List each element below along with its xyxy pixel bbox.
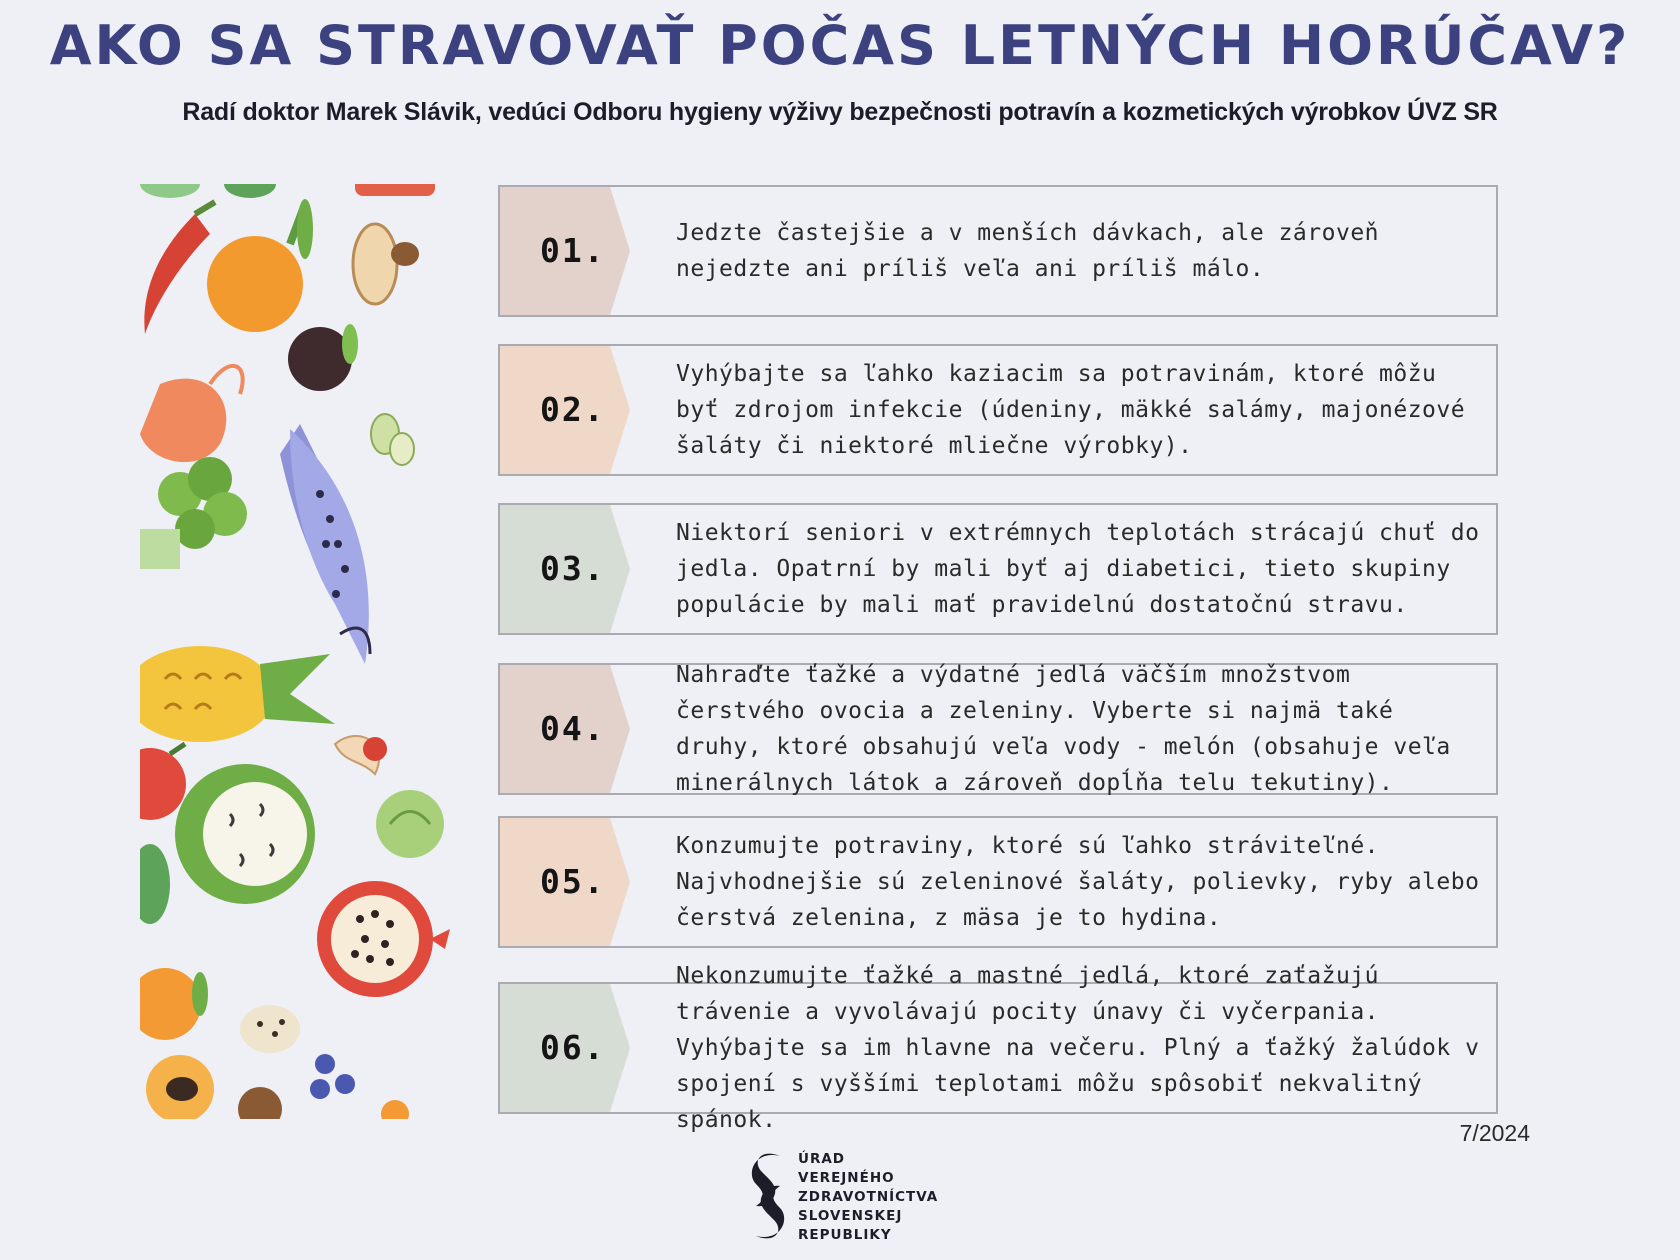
broccoli-icon (140, 457, 247, 569)
tip-number: 03. (540, 549, 606, 588)
blueberries-icon (310, 1054, 355, 1099)
shrimp-icon (140, 366, 243, 462)
tip-number: 02. (540, 390, 606, 429)
spinach-icon (140, 844, 170, 924)
logo-line: ZDRAVOTNÍCTVA (798, 1189, 939, 1205)
logo-line: VEREJNÉHO (798, 1170, 895, 1186)
tip-number: 04. (540, 709, 606, 748)
uvz-logo-icon (750, 1148, 786, 1244)
peach-half-icon (146, 1055, 214, 1119)
tip-text: Vyhýbajte sa ľahko kaziacim sa potravinám, ktoré môžu byť zdrojom infekcie (údeniny, mäkké salámy, majonézové šaláty či niektoré mliečne výrobky). (676, 361, 1466, 459)
chili-pepper-icon (144, 202, 215, 334)
cabbage-icon (376, 790, 444, 858)
logo-line: ÚRAD (798, 1151, 846, 1167)
apple-icon (140, 744, 186, 820)
tip-number: 05. (540, 862, 606, 901)
peanut-icon (353, 224, 419, 304)
tip-number: 01. (540, 231, 606, 270)
page-title: AKO SA STRAVOVAŤ POČAS LETNÝCH HORÚČAV? (49, 14, 1631, 77)
orange-icon (207, 199, 313, 332)
logo-line: REPUBLIKY (798, 1227, 892, 1243)
fish-icon (280, 424, 370, 664)
uvz-logo-text (798, 1150, 938, 1245)
tip-text: Nekonzumujte ťažké a mastné jedlá, ktoré zaťažujú trávenie a vyvolávajú pocity únavy či vyčerpania. Vyhýbajte sa im hlavne na večeru. Plný a ťažký žalúdok v spojení s vyššími teplotami môžu spôsobiť nekvalitný spánok. (676, 963, 1480, 1133)
food-illustration (140, 184, 470, 1119)
apricot-icon (140, 968, 208, 1040)
leaf-top-icon (140, 184, 435, 198)
tip-card (498, 816, 1498, 948)
tip-text: Jedzte častejšie a v menších dávkach, ale zároveň nejedzte ani príliš veľa ani príliš málo. (676, 220, 1380, 282)
page-subtitle: Radí doktor Marek Slávik, vedúci Odboru hygieny výživy bezpečnosti potravín a kozmetických výrobkov ÚVZ SR (182, 98, 1498, 126)
pistachio-icon (371, 414, 414, 465)
cauliflower-icon (175, 764, 315, 904)
publication-date: 7/2024 (1459, 1120, 1530, 1146)
tip-text: Konzumujte potraviny, ktoré sú ľahko stráviteľné. Najvhodnejšie sú zeleninové šaláty, polievky, ryby alebo čerstvá zelenina, z mäsa je to hydina. (676, 833, 1480, 931)
tip-card (498, 185, 1498, 317)
cashew-icon (335, 736, 387, 774)
logo-line: SLOVENSKEJ (798, 1208, 903, 1224)
tip-card (498, 663, 1498, 795)
plum-icon (288, 324, 358, 391)
tip-card (498, 963, 1498, 1133)
tip-number: 06. (540, 1028, 606, 1067)
tip-text: Niektorí seniori v extrémnych teplotách strácajú chuť do jedla. Opatrní by mali byť aj diabetici, tieto skupiny populácie by mali mať pravidelnú dostatočnú stravu. (676, 520, 1480, 618)
tip-card (498, 344, 1498, 476)
tip-card (498, 503, 1498, 635)
tip-text: Nahraďte ťažké a výdatné jedlá väčším množstvom čerstvého ovocia a zeleniny. Vyberte si najmä také druhy, ktoré obsahujú veľa vody - melón (obsahuje veľa minerálnych látok a zároveň dopĺňa telu tekutiny). (676, 662, 1451, 796)
pineapple-icon (140, 646, 335, 742)
quail-egg-icon (240, 1005, 300, 1053)
pomegranate-icon (317, 881, 450, 997)
